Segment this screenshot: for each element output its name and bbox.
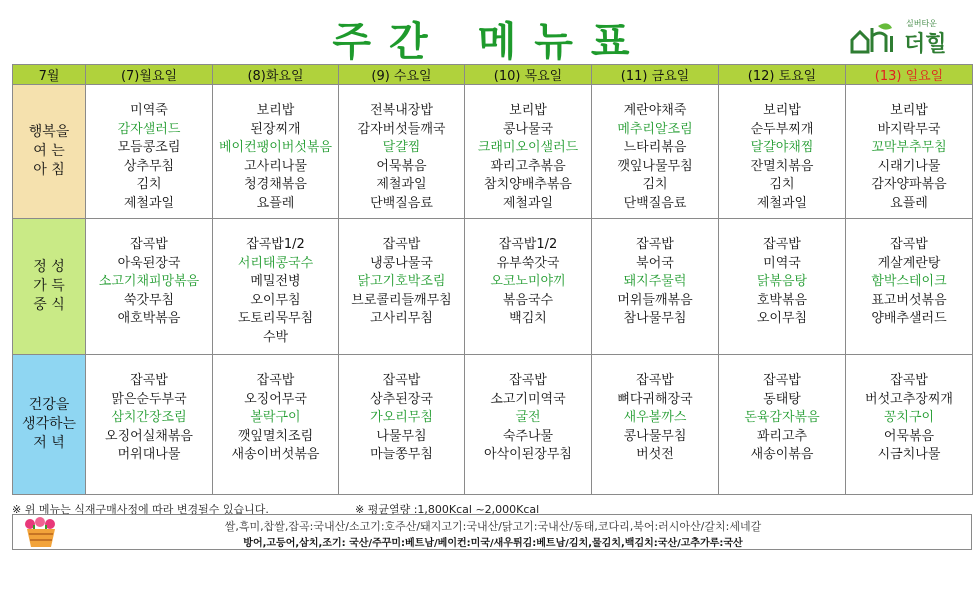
menu-item: 잡곡밥 xyxy=(763,237,801,252)
menu-item: 김치 xyxy=(136,177,162,193)
menu-item: 김치 xyxy=(769,177,795,193)
menu-item-highlight: 굴전 xyxy=(515,410,541,426)
menu-item-highlight: 오코노미야끼 xyxy=(490,274,566,290)
menu-item: 아삭이된장무침 xyxy=(484,447,572,463)
menu-item: 꽈리고추볶음 xyxy=(490,158,566,174)
menu-item: 북어국 xyxy=(636,255,674,271)
menu-cell xyxy=(846,219,973,355)
day-header: (8)화요일 xyxy=(213,65,339,85)
menu-item-highlight: 베이컨팽이버섯볶음 xyxy=(218,140,333,156)
menu-cell xyxy=(719,219,846,355)
menu-item: 게살계란탕 xyxy=(877,255,941,271)
menu-item: 바지락무국 xyxy=(877,121,941,137)
menu-item: 꽈리고추 xyxy=(756,428,808,444)
menu-item: 잡곡밥 xyxy=(890,237,928,252)
menu-cell xyxy=(846,85,973,219)
menu-cell xyxy=(465,219,592,355)
menu-item: 수박 xyxy=(262,329,289,345)
meal-label xyxy=(13,219,86,355)
menu-item: 단백질음료 xyxy=(623,195,687,211)
menu-item: 잡곡밥 xyxy=(130,373,168,388)
day-header: (9) 수요일 xyxy=(339,65,465,85)
menu-item: 잡곡밥 xyxy=(763,373,801,388)
menu-item: 표고버섯볶음 xyxy=(871,292,947,308)
origin-info-box xyxy=(12,514,972,550)
menu-item-highlight: 달걀찜 xyxy=(382,140,421,156)
menu-item: 소고기미역국 xyxy=(490,391,566,407)
day-header: (7)월요일 xyxy=(86,65,213,85)
menu-item-highlight: 닭볶음탕 xyxy=(756,274,808,290)
menu-item: 버섯고추장찌개 xyxy=(865,391,953,407)
menu-cell xyxy=(592,219,719,355)
menu-item: 제철과일 xyxy=(502,195,554,211)
menu-item: 쑥갓무침 xyxy=(123,292,175,308)
dinner-row xyxy=(13,355,973,495)
menu-item: 잡곡밥 xyxy=(509,373,547,388)
menu-item: 감자버섯들깨국 xyxy=(357,121,446,137)
menu-item: 냉콩나물국 xyxy=(370,255,433,271)
menu-item: 상추된장국 xyxy=(370,391,433,407)
menu-cell xyxy=(86,219,213,355)
day-header-sunday: (13) 일요일 xyxy=(846,65,973,85)
menu-item-highlight: 메추리알조림 xyxy=(617,121,693,137)
month-header: 7월 xyxy=(13,65,86,85)
menu-item: 아욱된장국 xyxy=(117,255,181,271)
menu-item: 호박볶음 xyxy=(756,292,808,308)
day-header: (10) 목요일 xyxy=(465,65,592,85)
menu-item-highlight: 가오리무침 xyxy=(370,410,433,426)
menu-item: 콩나물국 xyxy=(502,121,554,137)
menu-item: 잡곡밥 xyxy=(382,237,421,252)
lunch-row xyxy=(13,219,973,355)
menu-cell xyxy=(339,85,465,219)
menu-cell xyxy=(846,355,973,495)
menu-item: 상추무침 xyxy=(123,158,175,174)
logo-subtitle: 실버타운 xyxy=(906,19,937,28)
menu-item-highlight: 크래미오이샐러드 xyxy=(477,140,579,156)
menu-item: 버섯전 xyxy=(636,447,674,463)
menu-cell xyxy=(339,355,465,495)
meal-label-line: 여 는 xyxy=(33,143,65,159)
menu-item: 김치 xyxy=(642,177,668,193)
menu-item: 제철과일 xyxy=(376,177,427,193)
menu-item: 청경채볶음 xyxy=(244,177,307,193)
menu-item-highlight: 감자샐러드 xyxy=(117,121,181,137)
menu-item: 잡곡밥 xyxy=(636,237,674,252)
menu-item: 참치양배추볶음 xyxy=(484,177,572,193)
menu-cell xyxy=(719,355,846,495)
menu-cell xyxy=(465,85,592,219)
house-leaf-logo-icon xyxy=(850,22,894,54)
menu-item: 보리밥 xyxy=(256,103,295,118)
menu-item: 애호박볶음 xyxy=(117,311,181,327)
menu-item: 오징어실채볶음 xyxy=(105,428,193,444)
menu-item: 요플레 xyxy=(256,195,295,211)
menu-cell xyxy=(592,355,719,495)
menu-item-highlight: 돼지주물럭 xyxy=(623,274,687,290)
menu-item: 뼈다귀해장국 xyxy=(617,391,693,407)
menu-change-note: ※ 위 메뉴는 식재구매사정에 따라 변경될수 있습니다. xyxy=(12,503,269,516)
logo xyxy=(850,18,960,58)
meal-label-line: 생각하는 xyxy=(21,416,77,432)
menu-item: 순두부찌개 xyxy=(750,121,814,137)
menu-cell xyxy=(213,355,339,495)
meal-label-line: 건강을 xyxy=(28,397,70,413)
menu-item: 계란야채죽 xyxy=(623,103,687,118)
menu-item: 맑은순두부국 xyxy=(111,391,187,407)
logo-name: 더힐 xyxy=(904,32,947,57)
menu-item: 머위대나물 xyxy=(117,447,181,463)
menu-item: 잡곡밥 xyxy=(636,373,674,388)
calorie-note: ※ 평균열량 :1,800Kcal ~2,000Kcal xyxy=(355,503,540,516)
menu-item: 고사리무침 xyxy=(370,311,433,327)
menu-item: 동태탕 xyxy=(763,391,801,407)
menu-item: 제철과일 xyxy=(756,195,808,211)
menu-item: 단백질음료 xyxy=(370,195,433,211)
menu-item: 나물무침 xyxy=(376,428,427,444)
menu-item: 백김치 xyxy=(509,311,547,327)
menu-item-highlight: 닭고기호박조림 xyxy=(357,274,446,290)
menu-item: 보리밥 xyxy=(509,103,547,118)
breakfast-row xyxy=(13,85,973,219)
day-header-row xyxy=(13,65,973,85)
menu-cell xyxy=(213,219,339,355)
meal-label xyxy=(13,85,86,219)
menu-item: 깻잎나물무침 xyxy=(617,158,693,174)
menu-item: 잡곡밥 xyxy=(382,373,421,388)
meal-label-line: 가 득 xyxy=(33,278,65,294)
menu-item: 유부쑥갓국 xyxy=(496,255,560,271)
menu-item: 마늘쫑무침 xyxy=(370,447,433,463)
page-title: 주간 메뉴표 xyxy=(332,19,648,65)
menu-item: 느타리볶음 xyxy=(623,140,687,156)
menu-cell xyxy=(592,85,719,219)
day-header: (12) 토요일 xyxy=(719,65,846,85)
menu-item: 오징어무국 xyxy=(244,391,307,407)
menu-item: 볶음국수 xyxy=(502,292,554,308)
meal-label-line: 정 성 xyxy=(33,259,65,275)
menu-item: 잡곡밥 xyxy=(130,237,168,252)
menu-cell xyxy=(213,85,339,219)
menu-item: 감자양파볶음 xyxy=(871,177,947,193)
menu-item: 메밀전병 xyxy=(250,274,301,290)
menu-item: 잡곡밥 xyxy=(890,373,928,388)
menu-item: 숙주나물 xyxy=(502,428,554,444)
menu-item: 도토리묵무침 xyxy=(237,311,314,327)
menu-cell xyxy=(339,219,465,355)
menu-item-highlight: 돈육감자볶음 xyxy=(744,410,820,426)
origin-line-1: 쌀,흑미,찹쌀,잡곡:국내산/소고기:호주산/돼지고기:국내산/닭고기:국내산/동태,코다리,북어:러시아산/갈치:세네갈 xyxy=(224,520,762,533)
menu-item: 참나물무침 xyxy=(623,311,687,327)
menu-item: 잡곡밥1/2 xyxy=(246,237,305,252)
menu-cell xyxy=(465,355,592,495)
meal-label-line: 아 침 xyxy=(33,162,65,178)
menu-item: 오이무침 xyxy=(756,311,808,327)
menu-item: 모듬콩조림 xyxy=(117,140,181,156)
menu-item: 브로콜리들깨무침 xyxy=(351,292,452,308)
menu-item: 보리밥 xyxy=(890,103,928,118)
menu-item: 전복내장밥 xyxy=(370,103,433,118)
menu-item: 시래기나물 xyxy=(877,158,941,174)
menu-item: 콩나물무침 xyxy=(623,428,687,444)
menu-cell xyxy=(719,85,846,219)
menu-item: 잔멸치볶음 xyxy=(750,158,814,174)
menu-item: 잡곡밥1/2 xyxy=(498,237,558,252)
meal-label-line: 중 식 xyxy=(33,297,65,313)
meal-label-line: 저 녁 xyxy=(33,435,65,451)
menu-item: 잡곡밥 xyxy=(256,373,295,388)
menu-item: 어묵볶음 xyxy=(376,158,427,174)
menu-item-highlight: 삼치간장조림 xyxy=(111,410,187,426)
menu-item-highlight: 볼락구이 xyxy=(250,410,301,426)
menu-item: 어묵볶음 xyxy=(883,428,935,444)
menu-item: 요플레 xyxy=(890,195,928,211)
menu-item: 시금치나물 xyxy=(877,447,941,463)
menu-item-highlight: 서리태콩국수 xyxy=(237,255,314,271)
menu-item: 오이무침 xyxy=(250,292,301,308)
menu-item: 새송이볶음 xyxy=(750,447,814,463)
menu-item-highlight: 꼬막부추무침 xyxy=(871,140,947,156)
menu-item-highlight: 소고기채피망볶음 xyxy=(98,274,200,290)
menu-item: 새송이버섯볶음 xyxy=(231,447,320,463)
menu-item-highlight: 함박스테이크 xyxy=(871,274,947,290)
origin-line-2: 방어,고등어,삼치,조기: 국산/주꾸미:베트남/베이컨:미국/새우튀김:베트남/김치,물김치,백김치:국산/고추가루:국산 xyxy=(243,538,743,549)
meal-label-line: 행복을 xyxy=(28,124,70,140)
menu-item: 제철과일 xyxy=(123,195,175,211)
menu-item-highlight: 새우볼까스 xyxy=(623,410,687,426)
menu-cell xyxy=(86,85,213,219)
menu-item: 미역국 xyxy=(763,255,801,271)
weekly-menu-table xyxy=(12,64,973,495)
menu-item: 미역죽 xyxy=(130,103,168,118)
menu-item-highlight: 달걀야채찜 xyxy=(750,140,814,156)
menu-item: 머위들깨볶음 xyxy=(617,292,693,308)
menu-item: 보리밥 xyxy=(763,103,801,118)
menu-item: 양배추샐러드 xyxy=(871,311,947,327)
menu-item: 된장찌개 xyxy=(250,121,301,137)
day-header: (11) 금요일 xyxy=(592,65,719,85)
meal-label xyxy=(13,355,86,495)
menu-item: 고사리나물 xyxy=(244,158,307,174)
menu-item-highlight: 꽁치구이 xyxy=(883,410,935,426)
menu-cell xyxy=(86,355,213,495)
menu-item: 깻잎멸치조림 xyxy=(237,428,314,444)
